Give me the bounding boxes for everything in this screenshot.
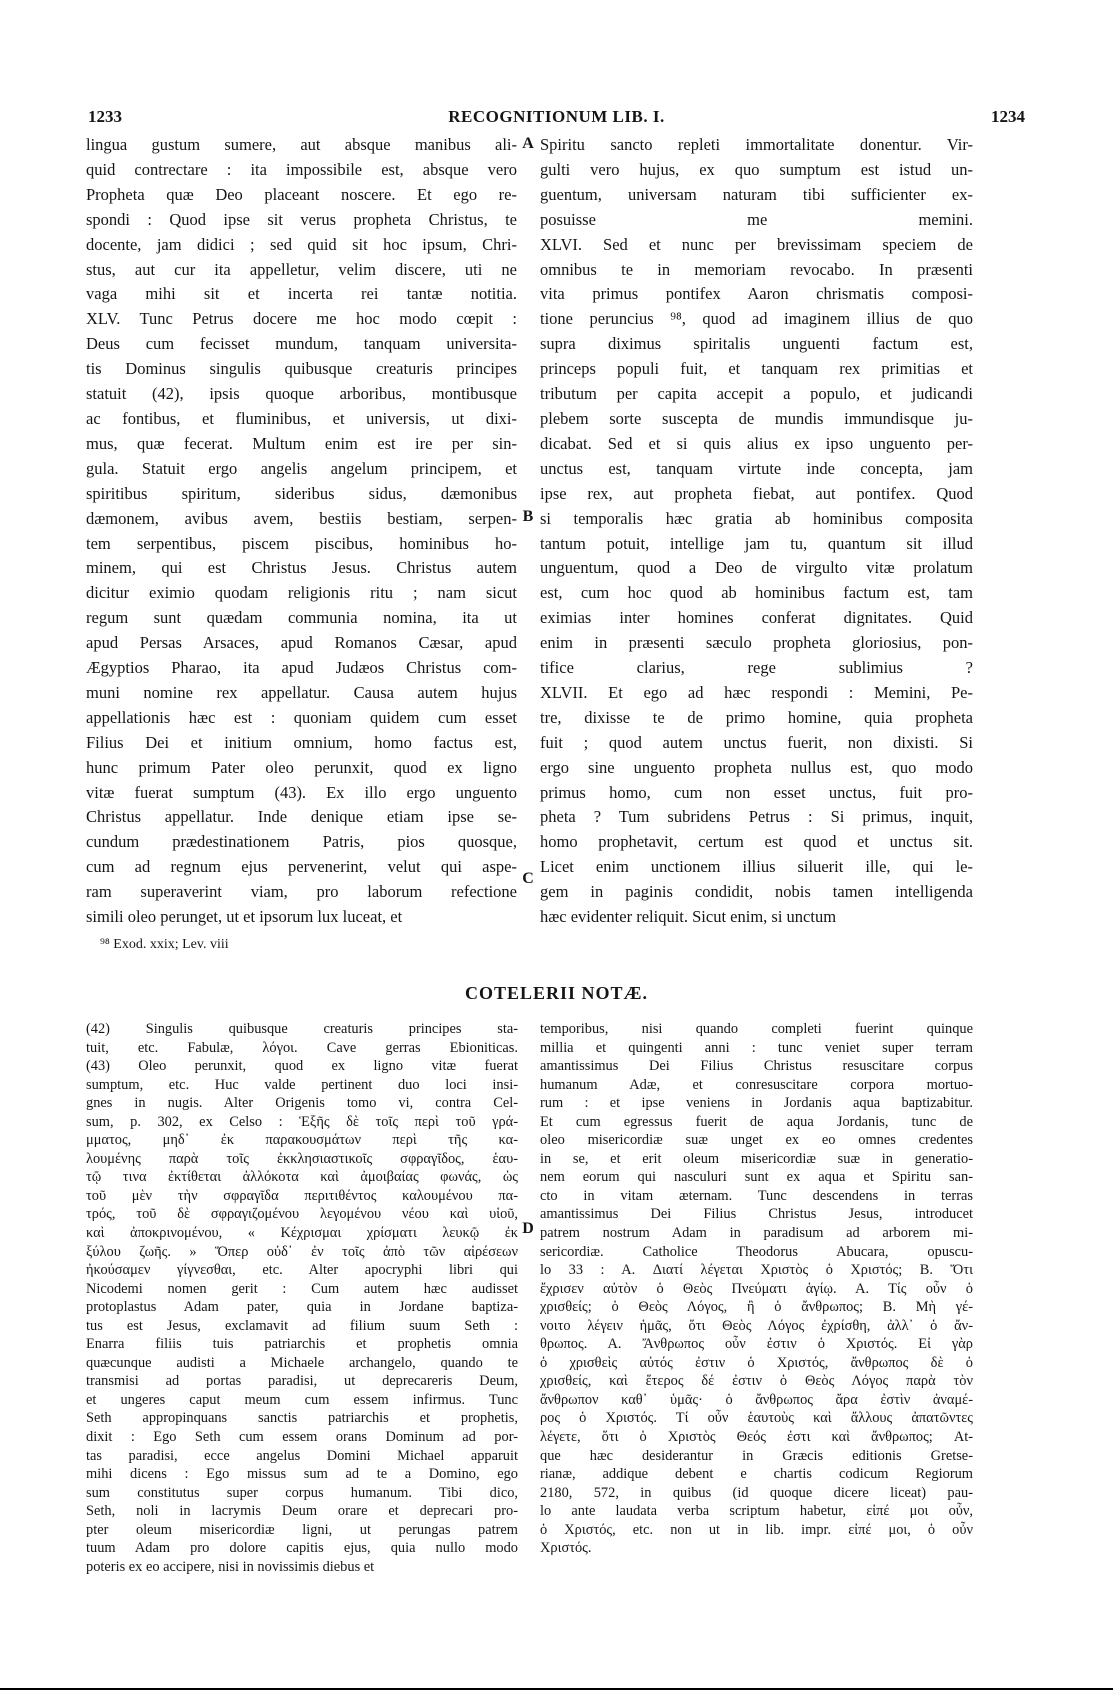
note-line: 2180, 572, in quibus (id quoque dicere liceat) pau- (540, 1484, 973, 1501)
margin-letter-a: A (522, 135, 534, 152)
text-line: ram superaverint viam, pro laborum refectione (86, 882, 517, 902)
text-line: statuit (42), ipsis quoque arboribus, montibusque (86, 384, 517, 404)
text-line: regum sunt quædam communia nomina, ita ut (86, 608, 517, 628)
note-line: dixit : Ego Seth cum essem orans Dominum ad por- (86, 1429, 518, 1446)
text-line: XLVI. Sed et nunc per brevissimam speciem de (540, 234, 973, 254)
note-line: oleo misericordiæ suæ unget ex eo omnes credentes (540, 1132, 973, 1149)
text-line: cum ad regnum ejus pervenerint, velut qui aspe- (86, 857, 517, 877)
text-line: omnibus te in memoriam revocabo. In præsenti (540, 259, 973, 279)
text-line: tione peruncius ⁹⁸, quod ad imaginem illius de quo (540, 309, 973, 329)
note-line: Seth appropinquans sanctis patriarchis et prophetis, (86, 1410, 518, 1427)
note-line: λουμένης παρὰ τοῖς ἐκκλησιαστικοῖς σφραγῖδος, ἑαυ- (86, 1150, 518, 1167)
note-line: θρωπος. Α. Ἄνθρωπος οὖν ἐστιν ὁ Χριστός. Εἰ γὰρ (540, 1336, 973, 1353)
text-line: docente, jam didici ; sed quid sit hoc ipsum, Chri- (86, 234, 517, 254)
note-line: lo 33 : A. Διατί λέγεται Χριστὸς ὁ Χριστός; Β. Ὅτι (540, 1262, 973, 1279)
text-line: posuisse me memini. (540, 209, 973, 229)
text-line: mus, quæ fecerat. Multum enim est ire per sin- (86, 433, 517, 453)
bottom-rule (0, 1688, 1113, 1690)
text-line: gula. Statuit ergo angelis angelum principem, et (86, 458, 517, 478)
note-line: νοιτο λέγειν ἡμᾶς, ὅτι Θεὸς Λόγος ἐχρίσθη, ἀλλ᾽ ὁ ἄν- (540, 1317, 973, 1334)
note-line: ξύλου ζωῆς. » Ὅπερ οὐδ᾽ ἐν τοῖς ἀπὸ τῶν αἱρέσεων (86, 1243, 518, 1260)
note-line: patrem nostrum Adam in paradisum ad arborem mi- (540, 1225, 973, 1242)
text-line: ipse rex, aut propheta fiebat, aut pontifex. Quod (540, 483, 973, 503)
text-line: homo prophetavit, certum est quod et unctus sit. (540, 832, 973, 852)
note-line: ἄνθρωπον καθ᾽ ὑμᾶς· ὁ ἄνθρωπος ἄρα ἐστὶν ἀναμέ- (540, 1391, 973, 1408)
note-line: et ungeres caput meum cum essem infirmus. Tunc (86, 1391, 518, 1408)
note-line: nem eorum qui nasculuri sunt ex aqua et Spiritu san- (540, 1169, 973, 1186)
text-line: supra diximus spiritalis unguenti factum est, (540, 334, 973, 354)
text-line: apud Persas Arsaces, apud Romanos Cæsar, apud (86, 633, 517, 653)
note-line: rianæ, addique debent e chartis codicum Regiorum (540, 1466, 973, 1483)
text-line: tifice clarius, rege sublimius ? (540, 658, 973, 678)
note-line: τρός, τοῦ δὲ σφραγιζομένου λεγομένου νέου καὶ υἱοῦ, (86, 1206, 518, 1223)
note-line: ρος ὁ Χριστός. Τί οὖν ἑαυτοὺς καὶ ἄλλους ἀπατῶντες (540, 1410, 973, 1427)
text-line: ergo sine unguento propheta nullus est, quo modo (540, 757, 973, 777)
note-line: amantissimus Dei Filius Christus resuscitare corpus (540, 1058, 973, 1075)
note-line: tuit, etc. Fabulæ, λόγοι. Cave gerras Ebioniticas. (86, 1039, 518, 1056)
text-line: lingua gustum sumere, aut absque manibus ali- (86, 135, 517, 154)
note-line: tas paradisi, ecce angelus Domini Michael apparuit (86, 1447, 518, 1464)
text-line: XLV. Tunc Petrus docere me hoc modo cœpit : (86, 309, 517, 329)
text-line: Licet enim unctionem illius siluerit ille, qui le- (540, 857, 973, 877)
text-line: tis Dominus singulis quibusque creaturis principes (86, 359, 517, 379)
text-line: Filius Dei et initium omnium, homo factus est, (86, 732, 517, 752)
note-line: mihi dicens : Ego missus sum ad te a Domino, ego (86, 1466, 518, 1483)
text-line: est, cum hoc quod ab hominibus factum est, tam (540, 583, 973, 603)
note-line: ἠκούσαμεν γίγνεσθαι, etc. Alter apocryphi libri qui (86, 1262, 518, 1279)
text-line: enim in præsenti sæculo propheta gloriosius, pon- (540, 633, 973, 653)
note-line: sum, p. 302, ex Celso : Ἑξῆς δὲ τοῖς περὶ τοῦ γρά- (86, 1113, 518, 1130)
note-line: ὁ χρισθεὶς αὐτός ἐστιν ὁ Χριστός, ἄνθρωπος δὲ ὁ (540, 1354, 973, 1371)
note-line: ἔχρισεν αὐτὸν ὁ Θεὸς Πνεύματι ἁγίῳ. Α. Τίς οὖν ὁ (540, 1280, 973, 1297)
note-line: μματος, μηδ᾽ ἐκ παρακουσμάτων περὶ τῆς κα- (86, 1132, 518, 1149)
note-line: rum : et ipse veniens in Jordanis aqua baptizabitur. (540, 1095, 973, 1112)
text-line: muni nomine rex appellatur. Causa autem hujus (86, 682, 517, 702)
text-line: Spiritu sancto repleti immortalitate donentur. Vir- (540, 135, 973, 154)
note-line: lo ante laudata verba scriptum habetur, εἰπέ μοι οὖν, (540, 1503, 973, 1520)
text-line: cundum prædestinationem Patris, pios quosque, (86, 832, 517, 852)
note-line: tuum Adam pro dolore capitis ejus, quia nullo modo (86, 1540, 518, 1557)
notes-title: COTELERII NOTÆ. (464, 983, 649, 1003)
running-title: RECOGNITIONUM LIB. I. (448, 107, 665, 126)
right-notes-column (540, 1020, 973, 1558)
text-line: XLVII. Et ego ad hæc respondi : Memini, Pe- (540, 682, 973, 702)
text-line: simili oleo perunget, ut et ipsorum lux luceat, et (86, 907, 403, 927)
text-line: minem, qui est Christus Jesus. Christus autem (86, 558, 517, 578)
text-line: dicabat. Sed et si quis alius ex ipso unguento per- (540, 433, 973, 453)
text-line: plebem sorte suscepta de mundis immundisque ju- (540, 408, 973, 428)
text-line: spiritibus spiritum, sideribus sidus, dæmonibus (86, 483, 517, 503)
text-line: spondi : Quod ipse sit verus propheta Christus, te (86, 209, 517, 229)
left-text-column (86, 133, 517, 930)
text-line: primus homo, cum non esset unctus, fuit pro- (540, 782, 973, 802)
page-number-right: 1234 (991, 107, 1025, 126)
note-line: Et cum egressus fuerit de aqua Jordanis, tunc de (540, 1113, 973, 1130)
margin-letter-b: B (522, 508, 534, 525)
note-line: quæcunque audisti a Michaele archangelo, quando te (86, 1354, 518, 1371)
text-line: tre, dixisse te de primo homine, quia propheta (540, 707, 973, 727)
text-line: appellationis hæc est : quoniam quidem cum esset (86, 707, 517, 727)
page-number-left: 1233 (88, 107, 122, 126)
note-line: protoplastus Adam pater, quia in Jordane baptiza- (86, 1299, 518, 1316)
note-line: χρισθείς, καὶ ἕτερος δέ ἐστιν ὁ Θεὸς Λόγος παρὰ τὸν (540, 1373, 973, 1390)
text-line: si temporalis hæc gratia ab hominibus composita (540, 508, 973, 528)
text-line: tributum per capita accepit a populo, et judicandi (540, 384, 973, 404)
text-line: Deus cum fecisset mundum, tanquam universita- (86, 334, 517, 354)
note-line: ὁ Χριστός, etc. non ut in lib. impr. εἰπέ μοι, ὁ οὖν (540, 1521, 973, 1538)
text-line: vita primus pontifex Aaron chrismatis composi- (540, 284, 973, 304)
text-line: princeps populi fuit, et tanquam rex primitias et (540, 359, 973, 379)
note-line: sum constitutus super corpus humanum. Tibi dico, (86, 1484, 518, 1501)
note-line: καὶ ἀποκρινομένου, « Κέχρισμαι χρίσματι λευκῷ ἐκ (86, 1225, 518, 1242)
note-line: tus est Jesus, exclamavit ad filium suum Seth : (86, 1317, 518, 1334)
note-line: amantissimus Dei Filius Christus Jesus, introducet (540, 1206, 973, 1223)
note-line: millia et quingenti anni : tunc veniet super terram (540, 1039, 973, 1056)
text-line: hunc primum Pater oleo perunxit, quod ex ligno (86, 757, 517, 777)
note-line: transmisi ad portas paradisi, ut deprecareris Deum, (86, 1373, 518, 1390)
note-line: λέγετε, ὅτι ὁ Χριστὸς Θεός ἐστι καὶ ἄνθρωπος; At- (540, 1429, 973, 1446)
margin-letter-d: D (522, 1220, 534, 1237)
text-line: tantum potuit, intellige jam tu, quantum sit illud (540, 533, 973, 553)
text-line: vaga mihi sit et incerta rei tantæ notitia. (86, 284, 517, 304)
text-line: dæmonem, avibus avem, bestiis bestiam, serpen- (86, 508, 517, 528)
text-line: hæc evidenter reliquit. Sicut enim, si unctum (540, 907, 837, 927)
page-header (88, 107, 1025, 129)
text-line: eximias inter homines conferat dignitates. Quid (540, 608, 973, 628)
text-line: gulti vero hujus, ex quo sumptum est istud un- (540, 159, 973, 179)
note-line: χρισθείς; ὁ Θεὸς Λόγος, ἢ ὁ ἄνθρωπος; Β. Μὴ γέ- (540, 1299, 973, 1316)
text-line: gem in paginis condidit, nobis tamen intelligenda (540, 882, 973, 902)
note-line: gnes in nugis. Alter Origenis tomo vi, contra Cel- (86, 1095, 518, 1112)
note-line: sericordiæ. Catholice Theodorus Abucara, opuscu- (540, 1243, 973, 1260)
note-line: cto in vitam æternam. Tunc descendens in terras (540, 1187, 973, 1204)
text-line: Ægyptios Pharao, ita apud Judæos Christus com- (86, 658, 517, 678)
text-line: vitæ fuerat sumptum (43). Ex illo ergo unguento (86, 782, 517, 802)
text-line: stus, aut cur ita appelletur, velim discere, uti ne (86, 259, 517, 279)
text-line: Propheta quæ Deo placeant noscere. Et ego re- (86, 184, 517, 204)
left-notes-column (86, 1020, 518, 1576)
note-line: sumptum, etc. Huc valde pertinent duo loci insi- (86, 1076, 518, 1093)
note-line: que hæc desiderantur in Græcis editionis Gretse- (540, 1447, 973, 1464)
text-line: ac fontibus, et fluminibus, et universis, ut dixi- (86, 408, 517, 428)
note-line: τῷ τινα ἐκτίθεται ἀλλόκοτα καὶ ἀμοιβαίας φωνάς, ὡς (86, 1169, 518, 1186)
text-line: dicitur eximio quodam religionis ritu ; nam sicut (86, 583, 517, 603)
footnote: ⁹⁸ Exod. xxix; Lev. viii (100, 937, 229, 952)
note-line: poteris ex eo accipere, nisi in novissimis diebus et (86, 1558, 375, 1575)
note-line: Nicodemi nomen gerit : Cum autem hæc audisset (86, 1280, 518, 1297)
note-line: humanum Adæ, et conresuscitare corpora mortuo- (540, 1076, 973, 1093)
text-line: tem serpentibus, piscem piscibus, hominibus ho- (86, 533, 517, 553)
note-line: Seth, noli in lacrymis Deum orare et deprecari pro- (86, 1503, 518, 1520)
text-line: guentum, universam naturam tibi sufficienter ex- (540, 184, 973, 204)
text-line: Christus appellatur. Inde denique etiam ipse se- (86, 807, 517, 827)
note-line: Enarra filiis tuis patriarchis et prophetis omnia (86, 1336, 518, 1353)
note-line: (42) Singulis quibusque creaturis principes sta- (86, 1021, 518, 1037)
note-line: pter oleum misericordiæ ligni, ut perungas patrem (86, 1521, 518, 1538)
note-line: in se, et erit oleum misericordiæ suæ in generatio- (540, 1150, 973, 1167)
text-line: unctus est, tanquam virtute inde concepta, jam (540, 458, 973, 478)
note-line: τοῦ μὲν τὴν σφραγῖδα περιτιθέντος καλουμένου πα- (86, 1187, 518, 1204)
text-line: pheta ? Tum subridens Petrus : Si primus, inquit, (540, 807, 973, 827)
text-line: fuit ; quod autem unctus fuerit, non dixisti. Si (540, 732, 973, 752)
text-line: unguentum, quod a Deo de virgulto vitæ prolatum (540, 558, 973, 578)
note-line: temporibus, nisi quando completi fuerint quinque (540, 1021, 973, 1037)
note-line: Χριστός. (540, 1540, 592, 1557)
note-line: (43) Oleo perunxit, quod ex ligno vitæ fuerat (86, 1058, 518, 1075)
right-text-column (540, 133, 973, 930)
text-line: quid contrectare : ita impossibile est, absque vero (86, 159, 517, 179)
margin-letter-c: C (522, 870, 534, 887)
